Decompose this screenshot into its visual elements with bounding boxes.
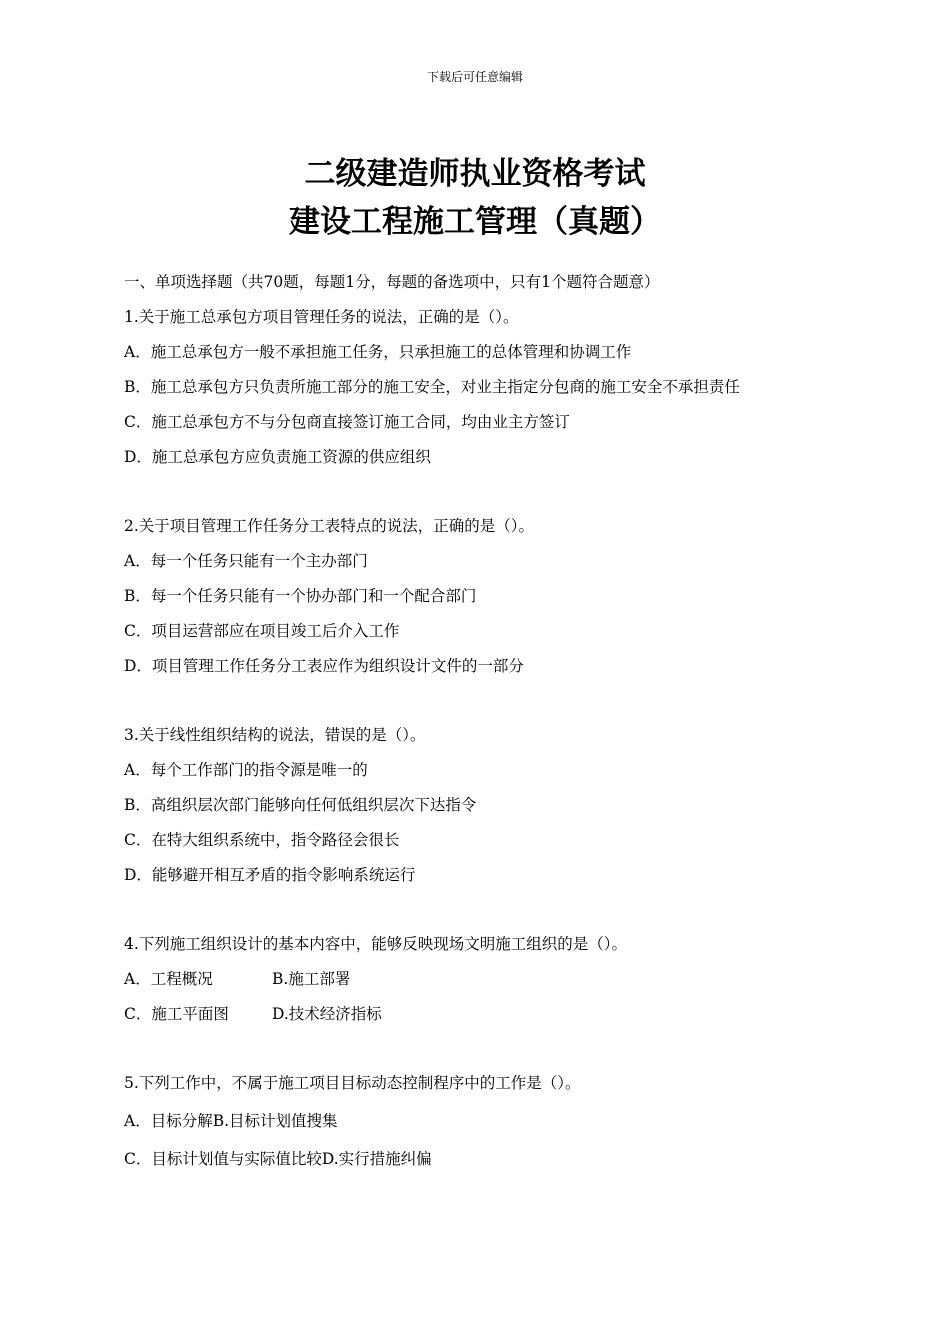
question-3-option-d: D．能够避开相互矛盾的指令影响系统运行 — [124, 866, 416, 884]
question-3-option-a: A．每个工作部门的指令源是唯一的 — [124, 761, 368, 779]
question-2-option-d: D．项目管理工作任务分工表应作为组织设计文件的一部分 — [124, 657, 524, 675]
question-1-option-d: D．施工总承包方应负责施工资源的供应组织 — [124, 448, 431, 466]
question-2-stem: 2.关于项目管理工作任务分工表特点的说法，正确的是（）。 — [124, 517, 535, 535]
question-5-options-cd: C．目标计划值与实际值比较D.实行措施纠偏 — [124, 1150, 432, 1168]
question-1-option-a: A．施工总承包方一般不承担施工任务，只承担施工的总体管理和协调工作 — [124, 343, 632, 361]
question-5-options-ab: A．目标分解B.目标计划值搜集 — [124, 1112, 338, 1130]
question-2-option-c: C．项目运营部应在项目竣工后介入工作 — [124, 622, 400, 640]
question-4-option-d: D.技术经济指标 — [272, 1005, 382, 1023]
question-3-option-b: B．高组织层次部门能够向任何低组织层次下达指令 — [124, 796, 477, 814]
question-4-option-b: B.施工部署 — [272, 970, 351, 988]
question-5-stem: 5.下列工作中，不属于施工项目目标动态控制程序中的工作是（）。 — [124, 1074, 581, 1092]
question-1-stem: 1.关于施工总承包方项目管理任务的说法，正确的是（）。 — [124, 308, 519, 326]
question-4-stem: 4.下列施工组织设计的基本内容中，能够反映现场文明施工组织的是（）。 — [124, 935, 628, 953]
section-heading: 一、单项选择题（共70题，每题1分，每题的备选项中，只有1个题符合题意） — [124, 273, 660, 291]
question-2-option-a: A．每一个任务只能有一个主办部门 — [124, 552, 368, 570]
question-1-option-c: C．施工总承包方不与分包商直接签订施工合同，均由业主方签订 — [124, 413, 570, 431]
question-4-option-c: C．施工平面图 — [124, 1005, 229, 1023]
header-note: 下载后可任意编辑 — [426, 70, 523, 84]
document-title-line2: 建设工程施工管理（真题） — [289, 204, 661, 240]
question-4-option-a: A．工程概况 — [124, 970, 213, 988]
document-title-line1: 二级建造师执业资格考试 — [304, 156, 646, 192]
question-1-option-b: B．施工总承包方只负责所施工部分的施工安全，对业主指定分包商的施工安全不承担责任 — [124, 378, 740, 396]
question-3-option-c: C．在特大组织系统中，指令路径会很长 — [124, 831, 400, 849]
question-3-stem: 3.关于线性组织结构的说法，错误的是（）。 — [124, 726, 426, 744]
question-2-option-b: B．每一个任务只能有一个协办部门和一个配合部门 — [124, 587, 477, 605]
